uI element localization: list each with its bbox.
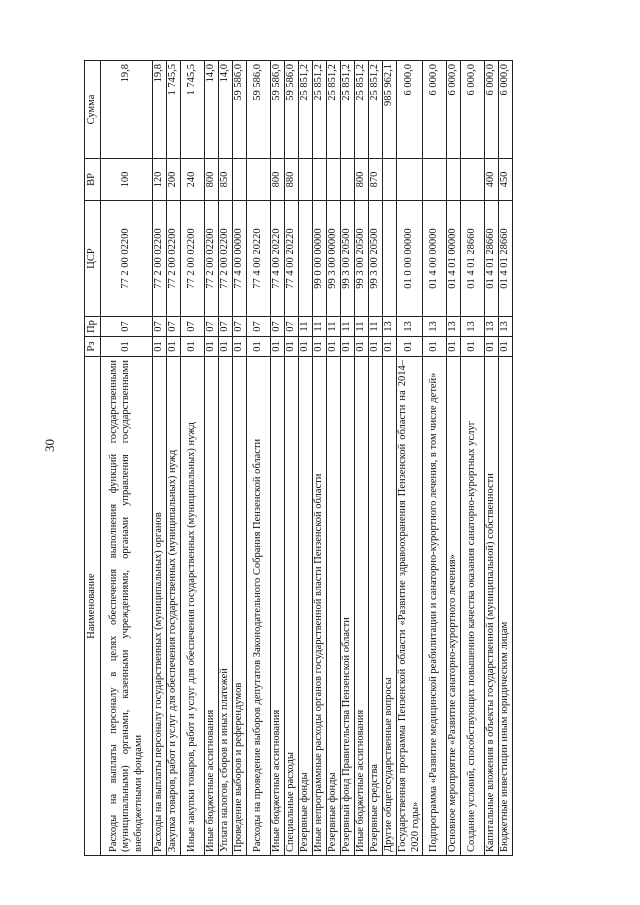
cell-rz: 01 [461, 337, 485, 357]
cell-csr: 01 4 00 00000 [423, 201, 447, 317]
table-row [327, 61, 341, 856]
cell-vr [299, 159, 313, 201]
cell-pr: 13 [461, 317, 485, 337]
cell-csr: 01 4 01 00000 [447, 201, 461, 317]
cell-name: Проведение выборов и референдумов [233, 357, 247, 856]
cell-csr: 99 3 00 20500 [355, 201, 369, 317]
table-row [167, 61, 181, 856]
cell-name: Другие общегосударственные вопросы [383, 357, 397, 856]
cell-csr: 77 2 00 02200 [101, 201, 153, 317]
cell-rz: 01 [327, 337, 341, 357]
cell-csr: 99 3 00 20500 [369, 201, 383, 317]
cell-pr: 07 [181, 317, 205, 337]
cell-vr: 100 [101, 159, 153, 201]
cell-pr: 13 [447, 317, 461, 337]
table-row [271, 61, 285, 856]
cell-name: Основное мероприятие «Развитие санаторно-курортного лечения» [447, 357, 461, 856]
cell-sum: 59 586,0 [271, 61, 285, 159]
cell-csr: 77 2 00 02200 [153, 201, 167, 317]
table-row [219, 61, 233, 856]
cell-csr: 99 3 00 00000 [327, 201, 341, 317]
cell-pr: 11 [355, 317, 369, 337]
cell-name: Специальные расходы [285, 357, 299, 856]
cell-name: Иные бюджетные ассигнования [205, 357, 219, 856]
table-row [101, 61, 153, 856]
cell-name: Подпрограмма «Развитие медицинской реабилитации и санаторно-курортного лечения, в том числе детей» [423, 357, 447, 856]
cell-vr: 450 [499, 159, 513, 201]
table-row [397, 61, 423, 856]
cell-pr: 07 [271, 317, 285, 337]
table-row [447, 61, 461, 856]
cell-vr: 120 [153, 159, 167, 201]
cell-rz: 01 [285, 337, 299, 357]
cell-pr: 07 [101, 317, 153, 337]
cell-sum: 25 851,2 [299, 61, 313, 159]
cell-pr: 11 [313, 317, 327, 337]
table-body [101, 61, 513, 856]
cell-name: Расходы на выплаты персоналу в целях обеспечения выполнения функций государственными (муниципальными) органами, казенными учреждениями, органами управления государственными внебюджетными фондами [101, 357, 153, 856]
cell-pr: 11 [369, 317, 383, 337]
cell-rz: 01 [355, 337, 369, 357]
cell-sum: 6 000,0 [397, 61, 423, 159]
cell-rz: 01 [205, 337, 219, 357]
cell-sum: 19,8 [101, 61, 153, 159]
table-row [205, 61, 219, 856]
header-sum: Сумма [85, 61, 101, 159]
cell-csr: 77 4 00 20220 [247, 201, 271, 317]
cell-pr: 07 [285, 317, 299, 337]
cell-name: Закупка товаров, работ и услуг для обеспечения государственных (муниципальных) нужд [167, 357, 181, 856]
cell-name: Иные закупки товаров, работ и услуг для обеспечения государственных (муниципальных) нужд [181, 357, 205, 856]
cell-pr: 07 [247, 317, 271, 337]
cell-sum: 14,0 [219, 61, 233, 159]
cell-name: Резервные средства [369, 357, 383, 856]
cell-csr: 77 4 00 00000 [233, 201, 247, 317]
table-header-row [85, 61, 101, 856]
table-row [299, 61, 313, 856]
cell-pr: 13 [383, 317, 397, 337]
cell-sum: 6 000,0 [461, 61, 485, 159]
table-row [285, 61, 299, 856]
cell-sum: 25 851,2 [327, 61, 341, 159]
cell-name: Иные непрограммные расходы органов государственной власти Пензенской области [313, 357, 327, 856]
cell-pr: 11 [299, 317, 313, 337]
table-row [181, 61, 205, 856]
table-row [341, 61, 355, 856]
cell-sum: 59 586,0 [247, 61, 271, 159]
table-row [461, 61, 485, 856]
cell-name: Резервный фонд Правительства Пензенской области [341, 357, 355, 856]
cell-name: Резервные фонды [299, 357, 313, 856]
cell-rz: 01 [167, 337, 181, 357]
cell-sum: 25 851,2 [369, 61, 383, 159]
cell-sum: 985 962,1 [383, 61, 397, 159]
cell-rz: 01 [369, 337, 383, 357]
cell-csr: 01 4 01 28660 [461, 201, 485, 317]
header-csr: ЦСР [85, 201, 101, 317]
table-row [499, 61, 513, 856]
cell-csr: 77 4 00 20220 [285, 201, 299, 317]
cell-pr: 11 [341, 317, 355, 337]
cell-name: Государственная программа Пензенской области «Развитие здравоохранения Пензенской области на 2014–2020 годы» [397, 357, 423, 856]
cell-vr: 240 [181, 159, 205, 201]
cell-rz: 01 [101, 337, 153, 357]
cell-csr [383, 201, 397, 317]
header-name: Наименование [85, 357, 101, 856]
table-row [313, 61, 327, 856]
cell-name: Расходы на выплаты персоналу государственных (муниципальных) органов [153, 357, 167, 856]
cell-vr: 870 [369, 159, 383, 201]
cell-sum: 6 000,0 [447, 61, 461, 159]
cell-csr: 77 2 00 02200 [219, 201, 233, 317]
cell-csr [299, 201, 313, 317]
cell-vr [383, 159, 397, 201]
page-number: 30 [42, 439, 57, 452]
cell-pr: 07 [219, 317, 233, 337]
cell-csr: 77 4 00 20220 [271, 201, 285, 317]
cell-rz: 01 [499, 337, 513, 357]
cell-sum: 14,0 [205, 61, 219, 159]
cell-csr: 01 0 00 00000 [397, 201, 423, 317]
cell-name: Бюджетные инвестиции иным юридическим лицам [499, 357, 513, 856]
cell-sum: 6 000,0 [423, 61, 447, 159]
cell-vr [423, 159, 447, 201]
cell-pr: 13 [397, 317, 423, 337]
table-row [485, 61, 499, 856]
cell-vr [327, 159, 341, 201]
budget-table-rotated [84, 61, 513, 856]
cell-vr [397, 159, 423, 201]
cell-vr [233, 159, 247, 201]
cell-vr [341, 159, 355, 201]
cell-name: Резервные фонды [327, 357, 341, 856]
table-row [383, 61, 397, 856]
cell-csr: 77 2 00 02200 [181, 201, 205, 317]
cell-csr: 01 4 01 28660 [485, 201, 499, 317]
cell-rz: 01 [181, 337, 205, 357]
cell-sum: 1 745,5 [181, 61, 205, 159]
cell-vr: 850 [219, 159, 233, 201]
cell-csr: 99 3 00 20500 [341, 201, 355, 317]
cell-vr: 800 [271, 159, 285, 201]
cell-pr: 07 [233, 317, 247, 337]
cell-rz: 01 [299, 337, 313, 357]
cell-rz: 01 [233, 337, 247, 357]
cell-rz: 01 [247, 337, 271, 357]
table-row [153, 61, 167, 856]
cell-rz: 01 [341, 337, 355, 357]
cell-pr: 13 [423, 317, 447, 337]
cell-pr: 13 [485, 317, 499, 337]
cell-sum: 19,8 [153, 61, 167, 159]
cell-vr [461, 159, 485, 201]
cell-name: Расходы на проведение выборов депутатов Законодательного Собрания Пензенской области [247, 357, 271, 856]
cell-vr [447, 159, 461, 201]
cell-sum: 25 851,2 [355, 61, 369, 159]
cell-name: Иные бюджетные ассигнования [355, 357, 369, 856]
cell-rz: 01 [219, 337, 233, 357]
cell-name: Уплата налогов, сборов и иных платежей [219, 357, 233, 856]
cell-pr: 11 [327, 317, 341, 337]
cell-csr: 01 4 01 28660 [499, 201, 513, 317]
cell-sum: 25 851,2 [313, 61, 327, 159]
budget-table [84, 60, 513, 856]
cell-vr: 400 [485, 159, 499, 201]
cell-pr: 13 [499, 317, 513, 337]
cell-csr: 77 2 00 02200 [205, 201, 219, 317]
cell-csr: 99 0 00 00000 [313, 201, 327, 317]
cell-rz: 01 [423, 337, 447, 357]
cell-pr: 07 [205, 317, 219, 337]
cell-csr: 77 2 00 02200 [167, 201, 181, 317]
cell-rz: 01 [485, 337, 499, 357]
cell-vr: 200 [167, 159, 181, 201]
cell-name: Капитальные вложения в объекты государственной (муниципальной) собственности [485, 357, 499, 856]
cell-sum: 6 000,0 [499, 61, 513, 159]
cell-name: Иные бюджетные ассигнования [271, 357, 285, 856]
cell-vr [313, 159, 327, 201]
cell-sum: 59 586,0 [233, 61, 247, 159]
cell-sum: 25 851,2 [341, 61, 355, 159]
cell-name: Создание условий, способствующих повышению качества оказания санаторно-курортных услуг [461, 357, 485, 856]
cell-vr [247, 159, 271, 201]
table-row [355, 61, 369, 856]
header-pr: Пр [85, 317, 101, 337]
header-vr: ВР [85, 159, 101, 201]
cell-sum: 6 000,0 [485, 61, 499, 159]
cell-pr: 07 [167, 317, 181, 337]
header-rz: Рз [85, 337, 101, 357]
table-row [369, 61, 383, 856]
cell-rz: 01 [153, 337, 167, 357]
cell-vr: 800 [355, 159, 369, 201]
cell-sum: 1 745,5 [167, 61, 181, 159]
cell-rz: 01 [313, 337, 327, 357]
cell-rz: 01 [271, 337, 285, 357]
table-row [423, 61, 447, 856]
cell-rz: 01 [447, 337, 461, 357]
cell-sum: 59 586,0 [285, 61, 299, 159]
cell-vr: 880 [285, 159, 299, 201]
table-row [233, 61, 247, 856]
table-row [247, 61, 271, 856]
cell-rz: 01 [397, 337, 423, 357]
cell-rz: 01 [383, 337, 397, 357]
cell-vr: 800 [205, 159, 219, 201]
cell-pr: 07 [153, 317, 167, 337]
